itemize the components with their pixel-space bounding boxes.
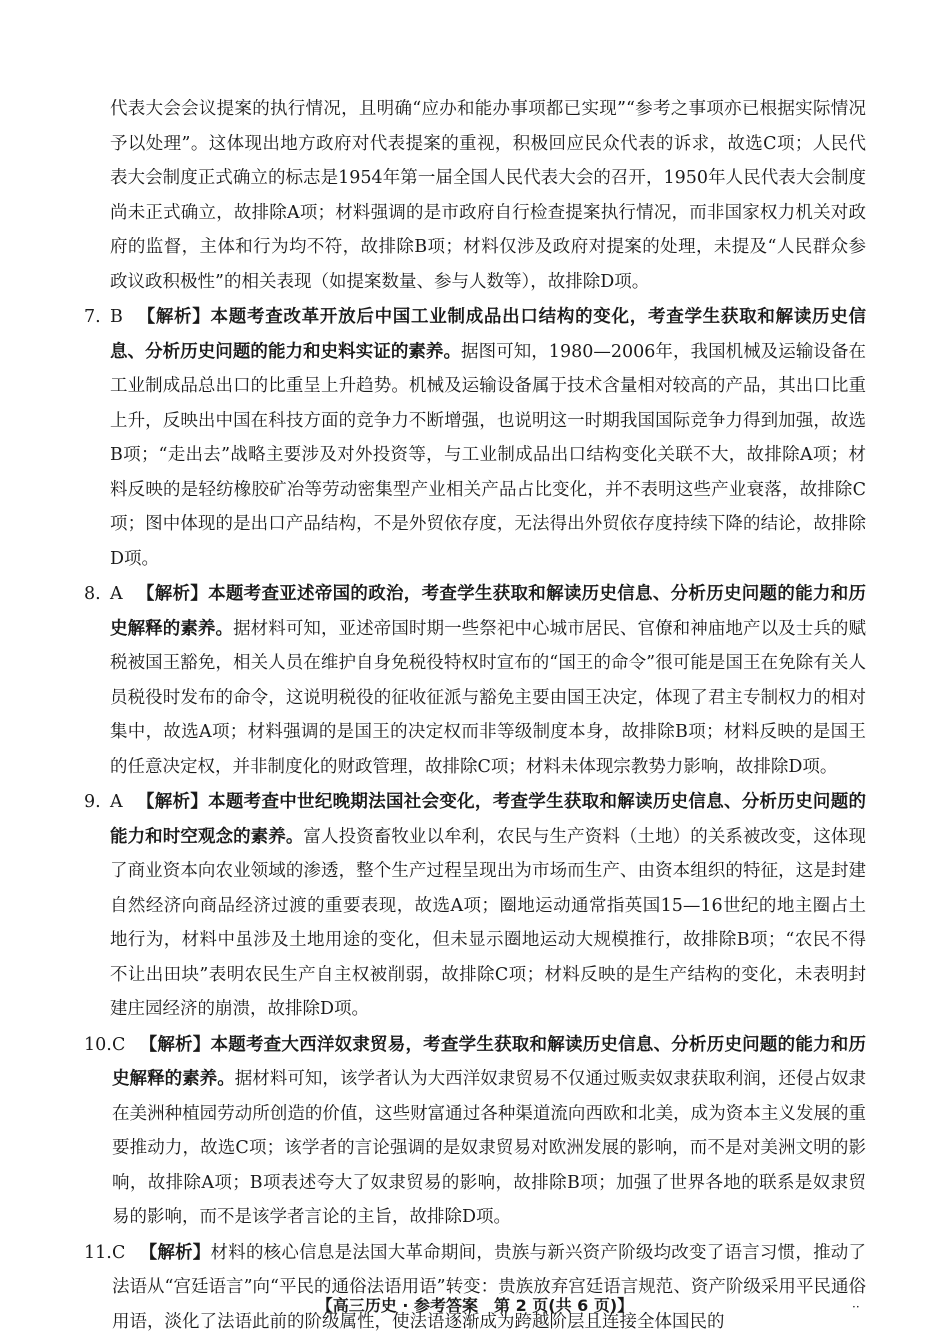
- answer-item-7: [84, 300, 866, 576]
- answer-item-8: [84, 577, 866, 784]
- analysis-tag: 【解析】: [137, 792, 208, 812]
- analysis-body: 富人投资畜牧业以牟利，农民与生产资料（土地）的关系被改变，这体现了商业资本向农业领域的渗透，整个生产过程呈现出为市场而生产、由资本组织的特征，这是封建自然经济向商品经济过渡的重要表现，故选A项；圈地运动通常指英国15—16世纪的地主圈占土地行为，材料中虽涉及土地用途的变化，但未显示圈地运动大规模推行，故排除B项；“农民不得不让出田块”表明农民生产自主权被削弱，故排除C项；材料反映的是生产结构的变化，未表明封建庄园经济的崩溃，故排除D项。: [110, 827, 866, 1020]
- analysis-tag: 【解析】: [139, 1243, 210, 1263]
- answer-letter: B: [110, 307, 123, 327]
- item-number: 9.: [84, 785, 101, 820]
- page-footer: 【高三历史 · 参考答案 第 2 页(共 6 页)】: [0, 1293, 950, 1316]
- analysis-body: 据材料可知，亚述帝国时期一些祭祀中心城市居民、官僚和神庙地产以及士兵的赋税被国王豁免，相关人员在维护自身免税役特权时宣布的“国王的命令”很可能是国王在免除有关人员税役时发布的命令，这说明税役的征收征派与豁免主要由国王决定，体现了君主专制权力的相对集中，故选A项；材料强调的是国王的决定权而非等级制度本身，故排除B项；材料反映的是国王的任意决定权，并非制度化的财政管理，故排除C项；材料未体现宗教势力影响，故排除D项。: [110, 619, 866, 777]
- answer-item-11: [84, 1236, 866, 1339]
- analysis-body: 据图可知，1980—2006年，我国机械及运输设备在工业制成品总出口的比重呈上升趋势。机械及运输设备属于技术含量相对较高的产品，其出口比重上升，反映出中国在科技方面的竞争力不断增强，也说明这一时期我国国际竞争力得到加强，故选B项；“走出去”战略主要涉及对外投资等，与工业制成品出口结构变化关联不大，故排除A项；材料反映的是轻纺橡胶矿冶等劳动密集型产业相关产品占比变化，并不表明这些产业衰落，故排除C项；图中体现的是出口产品结构，不是外贸依存度，无法得出外贸依存度持续下降的结论，故排除D项。: [110, 342, 866, 569]
- question-intro: 本题考查亚述帝国的政治，考查学生获取和解读历史信息、分析历史问题的能力和历史解释的素养。: [110, 584, 866, 639]
- item-number: 11.: [84, 1236, 112, 1271]
- item-number: 10.: [84, 1028, 112, 1063]
- analysis-body: 材料的核心信息是法国大革命期间，贵族与新兴资产阶级均改变了语言习惯，推动了法语从“宫廷语言”向“平民的通俗法语用语”转变：贵族放弃宫廷语言规范、资产阶级采用平民通俗用语，淡化了法语此前的阶级属性，使法语逐渐成为跨越阶层且连接全体国民的: [112, 1243, 866, 1332]
- answer-letter: A: [110, 792, 123, 812]
- item-number: 8.: [84, 577, 101, 612]
- question-intro: 本题考查中世纪晚期法国社会变化，考查学生获取和解读历史信息、分析历史问题的能力和时空观念的素养。: [110, 792, 866, 847]
- answer-letter: C: [112, 1035, 125, 1055]
- answer-item-9: [84, 785, 866, 1027]
- answer-letter: C: [112, 1243, 125, 1263]
- analysis-body: 据材料可知，该学者认为大西洋奴隶贸易不仅通过贩卖奴隶获取利润，还侵占奴隶在美洲种植园劳动所创造的价值，这些财富通过各种渠道流向西欧和北美，成为资本主义发展的重要推动力，故选C项；该学者的言论强调的是奴隶贸易对欧洲发展的影响，而不是对美洲文明的影响，故排除A项；B项表述夸大了奴隶贸易的影响，故排除B项；加强了世界各地的联系是奴隶贸易的影响，而不是该学者言论的主旨，故排除D项。: [112, 1069, 866, 1227]
- question-intro: 本题考查大西洋奴隶贸易，考查学生获取和解读历史信息、分析历史问题的能力和历史解释的素养。: [112, 1035, 866, 1090]
- answer-content: [84, 92, 866, 1339]
- footer-mark: ··: [852, 1300, 860, 1314]
- answer-letter: A: [110, 584, 123, 604]
- continuation-paragraph: 代表大会会议提案的执行情况，且明确“应办和能办事项都已实现”“参考之事项亦已根据实际情况予以处理”。这体现出地方政府对代表提案的重视，积极回应民众代表的诉求，故选C项；人民代表大会制度正式确立的标志是1954年第一届全国人民代表大会的召开，1950年人民代表大会制度尚未正式确立，故排除A项；材料强调的是市政府自行检查提案执行情况，而非国家权力机关对政府的监督，主体和行为均不符，故排除B项；材料仅涉及政府对提案的处理，未提及“人民群众参政议政积极性”的相关表现（如提案数量、参与人数等），故排除D项。: [84, 92, 866, 299]
- item-number: 7.: [84, 300, 101, 335]
- analysis-tag: 【解析】: [137, 584, 208, 604]
- answer-item-10: [84, 1028, 866, 1235]
- question-intro: 本题考查改革开放后中国工业制成品出口结构的变化，考查学生获取和解读历史信息、分析历史问题的能力和史料实证的素养。: [110, 307, 866, 362]
- analysis-tag: 【解析】: [137, 307, 211, 327]
- analysis-tag: 【解析】: [139, 1035, 210, 1055]
